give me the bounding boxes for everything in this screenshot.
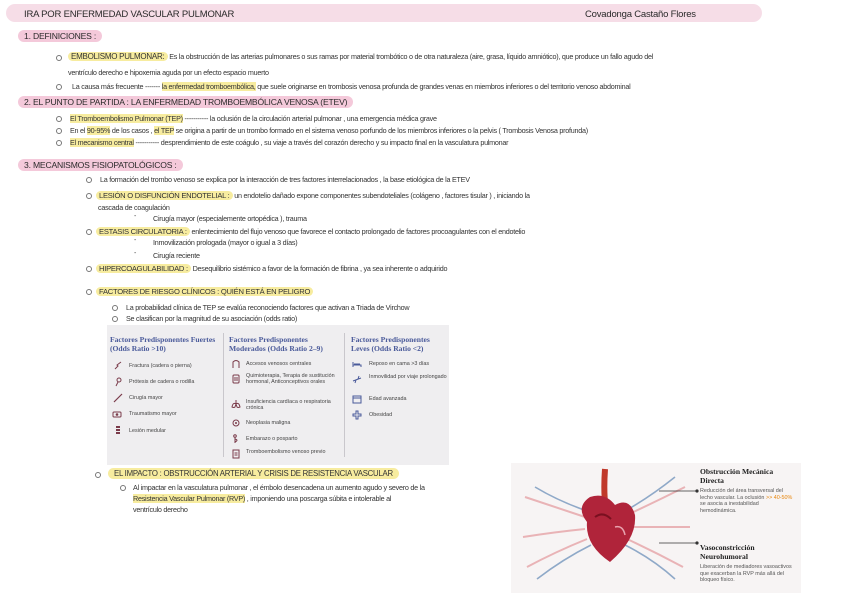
s3-estasis-sub2: Cirugía reciente [153,251,200,260]
column-divider [223,333,224,457]
s3-lesion: LESIÓN O DISFUNCIÓN ENDOTELIAL : un endotelio dañado expone componentes subendoteliales (colágeno , factores tisular ) , iniciando la [96,191,530,200]
s3-impacto-sub1-b: Resistencia Vascular Pulmonar (RVP) , imponiendo una poscarga súbita e intolerable al [133,494,392,503]
pill-icon [231,374,241,384]
bullet-icon [86,177,92,183]
s2-bullet-1: El Tromboembolismo Pulmonar (TEP) ----------- la oclusión de la circulación arterial pulmonar , una emergencia médica grave [70,114,437,123]
col3-title: Factores Predisponentes Leves (Odds Ratio <2) [351,335,430,353]
dash-icon: - [134,213,137,220]
bullet-icon [112,316,118,322]
s3-estasis-sub1: Inmovilización prologada (mayor o igual a 3 días) [153,238,298,247]
bullet-icon [86,229,92,235]
impact-heading-1: Obstrucción Mecánica Directa [700,467,774,485]
person-icon [352,410,362,420]
bullet-icon [86,289,92,295]
risk-item: Lesión medular [129,428,166,434]
s1-bullet-1: EMBOLISMO PULMONAR: Es la obstrucción de las arterias pulmonares o sus ramas por material trombótico o de otra naturaleza (aire, grasa, líquido amniótico), que produce un fallo agudo del [68,52,653,61]
dash-icon: - [134,237,137,244]
bullet-icon [56,55,62,61]
risk-item: Insuficiencia cardíaca o respiratoria crónica [246,399,331,412]
s2-bullet-3: El mecanismo central ----------- desprendimiento de este coágulo , su viaje a través del corazón derecho y su impacto final en la vasculatura pulmonar [70,138,509,147]
risk-factors-figure [107,325,449,465]
fracture-icon [113,361,123,371]
author-name: Covadonga Castaño Flores [585,9,696,20]
calendar-icon [352,394,362,404]
s3-riesgo: FACTORES DE RIESGO CLÍNICOS : QUIÉN ESTÁ EN PELIGRO [96,287,313,296]
risk-item: Edad avanzada [369,396,407,402]
risk-item: Quimioterapia, Terapia de sustitución hormonal, Anticonceptivos orales [246,373,335,386]
risk-item: Reposo en cama >3 días [369,361,430,367]
risk-item: Tromboembolismo venoso previo [246,449,326,455]
column-divider [344,333,345,457]
pregnancy-icon [231,434,241,444]
s2-bullet-2: En el 90-95% de los casos , el TEP se origina a partir de un trombo formado en el sistema venoso porfundo de los miembros inferiores o la pelvis ( Trombosis Venosa profunda) [70,126,588,135]
bed-icon [352,359,362,369]
bullet-icon [56,140,62,146]
connector-lines [659,473,699,563]
s3-impacto-sub1-c: ventrículo derecho [133,505,188,514]
page-title: IRA POR ENFERMEDAD VASCULAR PULMONAR [24,9,235,20]
section-1-heading: 1. DEFINICIONES : [18,31,102,41]
s3-impacto: EL IMPACTO : OBSTRUCCIÓN ARTERIAL Y CRISIS DE RESISTENCIA VASCULAR [108,469,399,478]
risk-item: Prótesis de cadera o rodilla [129,379,195,385]
s3-riesgo-sub1: La probabilidad clínica de TEP se evalúa reconociendo factores que activan a Triada de Virchow [126,303,410,312]
col2-title: Factores Predisponentes Moderados (Odds Ratio 2–9) [229,335,323,353]
trauma-icon [112,409,122,419]
s3-impacto-sub1: Al impactar en la vasculatura pulmonar , el émbolo desencadena un aumento agudo y severo de la [133,483,425,492]
impact-text-1: Reducción del área transversal del lecho vascular. La oclusión >> 40-50% se asocia a inestabilidad hemodinámica. [700,488,793,514]
risk-item: Traumatismo mayor [129,411,177,417]
bullet-icon [56,128,62,134]
impact-text-2: Liberación de mediadores vasoactivos que exacerban la RVP más allá del bloqueo físico. [700,564,792,584]
impact-heading-2: Vasoconstricción Neurohumoral [700,543,755,561]
s3-lesion-cont: cascada de coagulación [98,203,170,212]
s1-bullet-1-cont: ventrículo derecho e hipoxemia aguda por un efecto espacio muerto [68,68,269,77]
risk-item: Inmovilidad por viaje prolongado [369,374,447,380]
tumor-icon [231,418,241,428]
s3-estasis: ESTASIS CIRCULATORIA : enlentecimiento del flujo venoso que favorece el contacto prolongado de factores procoagulantes con el endotelio [96,227,525,236]
risk-item: Cirugía mayor [129,395,163,401]
risk-item: Neoplasia maligna [246,420,291,426]
section-2-heading: 2. EL PUNTO DE PARTIDA : LA ENFERMEDAD TROMBOEMBÓLICA VENOSA (ETEV) [18,97,353,107]
lungs-icon [231,399,241,409]
impact-figure [511,463,801,593]
bullet-icon [120,485,126,491]
s3-lesion-sub1: Cirugía mayor (especialemente ortopédica ), trauma [153,214,307,223]
bullet-icon [56,116,62,122]
bullet-icon [86,266,92,272]
col1-title: Factores Predisponentes Fuertes (Odds Ratio >10) [110,335,216,353]
bullet-icon [86,193,92,199]
bullet-icon [112,305,118,311]
risk-item: Fractura (cadera o pierna) [129,363,192,369]
risk-item: Accesos venosos centrales [246,361,312,367]
s1-bullet-2: La causa más frecuente ------- la enfermedad tromboembólica, que suele originarse en trombosis venosa profunda de grandes venas en miembros inferiores o del territorio venoso abdominal [72,82,631,91]
s3-hiper: HIPERCOAGULABILIDAD : Desequilibrio sistémico a favor de la formación de fibrina , ya sea inherente o adquirido [96,264,447,273]
catheter-icon [231,359,241,369]
s3-intro: La formación del trombo venoso se explica por la interacción de tres factores interrelacionados , la base etiológica de la ETEV [100,175,470,184]
section-3-heading: 3. MECANISMOS FISIOPATOLÓGICOS : [18,160,183,170]
history-icon [231,449,241,459]
dash-icon: - [134,250,137,257]
s3-riesgo-sub2: Se clasifican por la magnitud de su asociación (odds ratio) [126,314,298,323]
travel-icon [352,375,362,385]
risk-item: Obesidad [369,412,393,418]
scalpel-icon [113,393,123,403]
risk-item: Embarazo o posparto [246,436,298,442]
bullet-icon [56,84,62,90]
bullet-icon [95,472,101,478]
prosthesis-icon [113,377,123,387]
spine-icon [113,425,123,435]
